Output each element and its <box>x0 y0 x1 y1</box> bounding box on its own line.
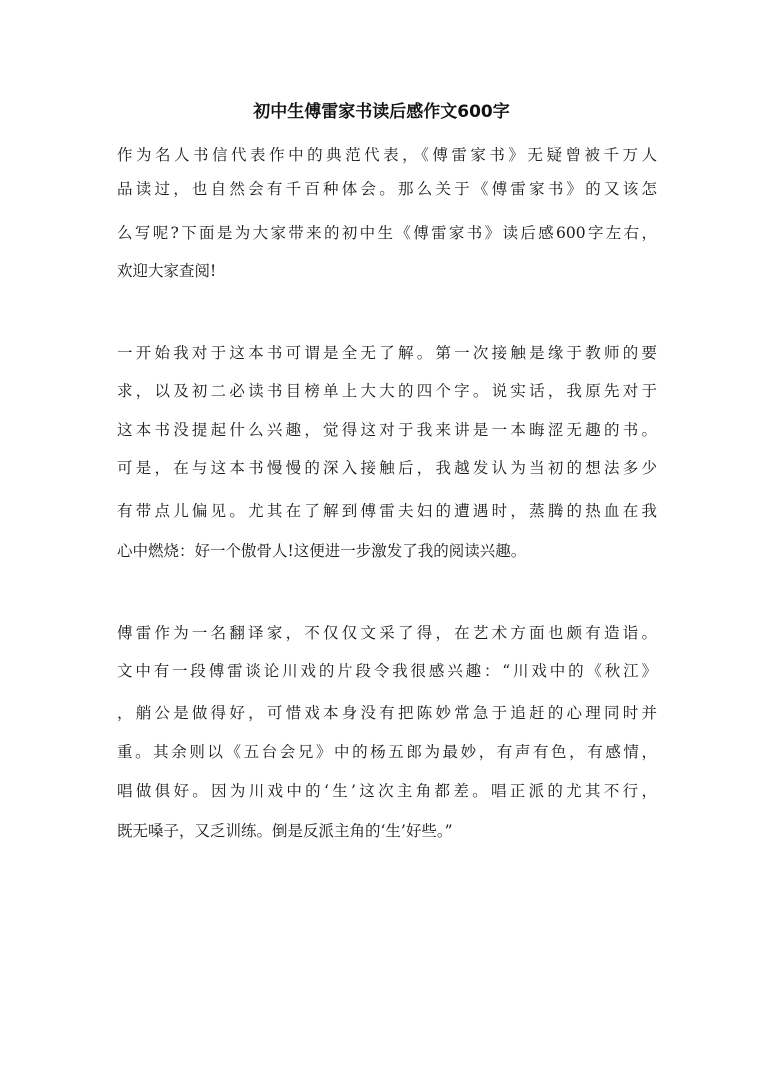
paragraph-2-line-3: 这本书没提起什么兴趣，觉得这对于我来讲是一本晦涩无趣的书。 <box>117 421 657 439</box>
paragraph-2-line-6: 心中燃烧：好一个傲骨人!这便进一步激发了我的阅读兴趣。 <box>117 542 527 560</box>
paragraph-3-line-2: 文中有一段傅雷谈论川戏的片段令我很感兴趣：“川戏中的《秋江》 <box>117 662 657 680</box>
document-title: 初中生傅雷家书读后感作文600字 <box>253 102 510 122</box>
paragraph-3-line-6: 既无嗓子，又乏训练。倒是反派主角的‘生’好些。” <box>117 822 453 840</box>
paragraph-3-line-1: 傅雷作为一名翻译家，不仅仅文采了得，在艺术方面也颇有造诣。 <box>117 624 657 642</box>
paragraph-2-line-2: 求，以及初二必读书目榜单上大大的四个字。说实话，我原先对于 <box>117 382 657 400</box>
paragraph-1-line-4: 欢迎大家查阅! <box>117 262 217 280</box>
paragraph-3-line-4: 重。其余则以《五台会兄》中的杨五郎为最妙，有声有色，有感情， <box>117 743 657 761</box>
paragraph-3-line-3: ，艄公是做得好，可惜戏本身没有把陈妙常急于追赶的心理同时并 <box>117 704 657 722</box>
paragraph-1-line-1: 作为名人书信代表作中的典范代表，《傅雷家书》无疑曾被千万人 <box>117 146 657 164</box>
paragraph-2-line-1: 一开始我对于这本书可谓是全无了解。第一次接触是缘于教师的要 <box>117 344 657 362</box>
paragraph-3-line-5: 唱做俱好。因为川戏中的‘生’这次主角都差。唱正派的尤其不行， <box>117 782 657 800</box>
paragraph-1-line-3: 么写呢?下面是为大家带来的初中生《傅雷家书》读后感600字左右， <box>117 224 657 242</box>
paragraph-1-line-2: 品读过，也自然会有千百种体会。那么关于《傅雷家书》的又该怎 <box>117 180 657 198</box>
paragraph-2-line-5: 有带点儿偏见。尤其在了解到傅雷夫妇的遭遇时，蒸腾的热血在我 <box>117 502 657 520</box>
paragraph-2-line-4: 可是，在与这本书慢慢的深入接触后，我越发认为当初的想法多少 <box>117 459 657 477</box>
